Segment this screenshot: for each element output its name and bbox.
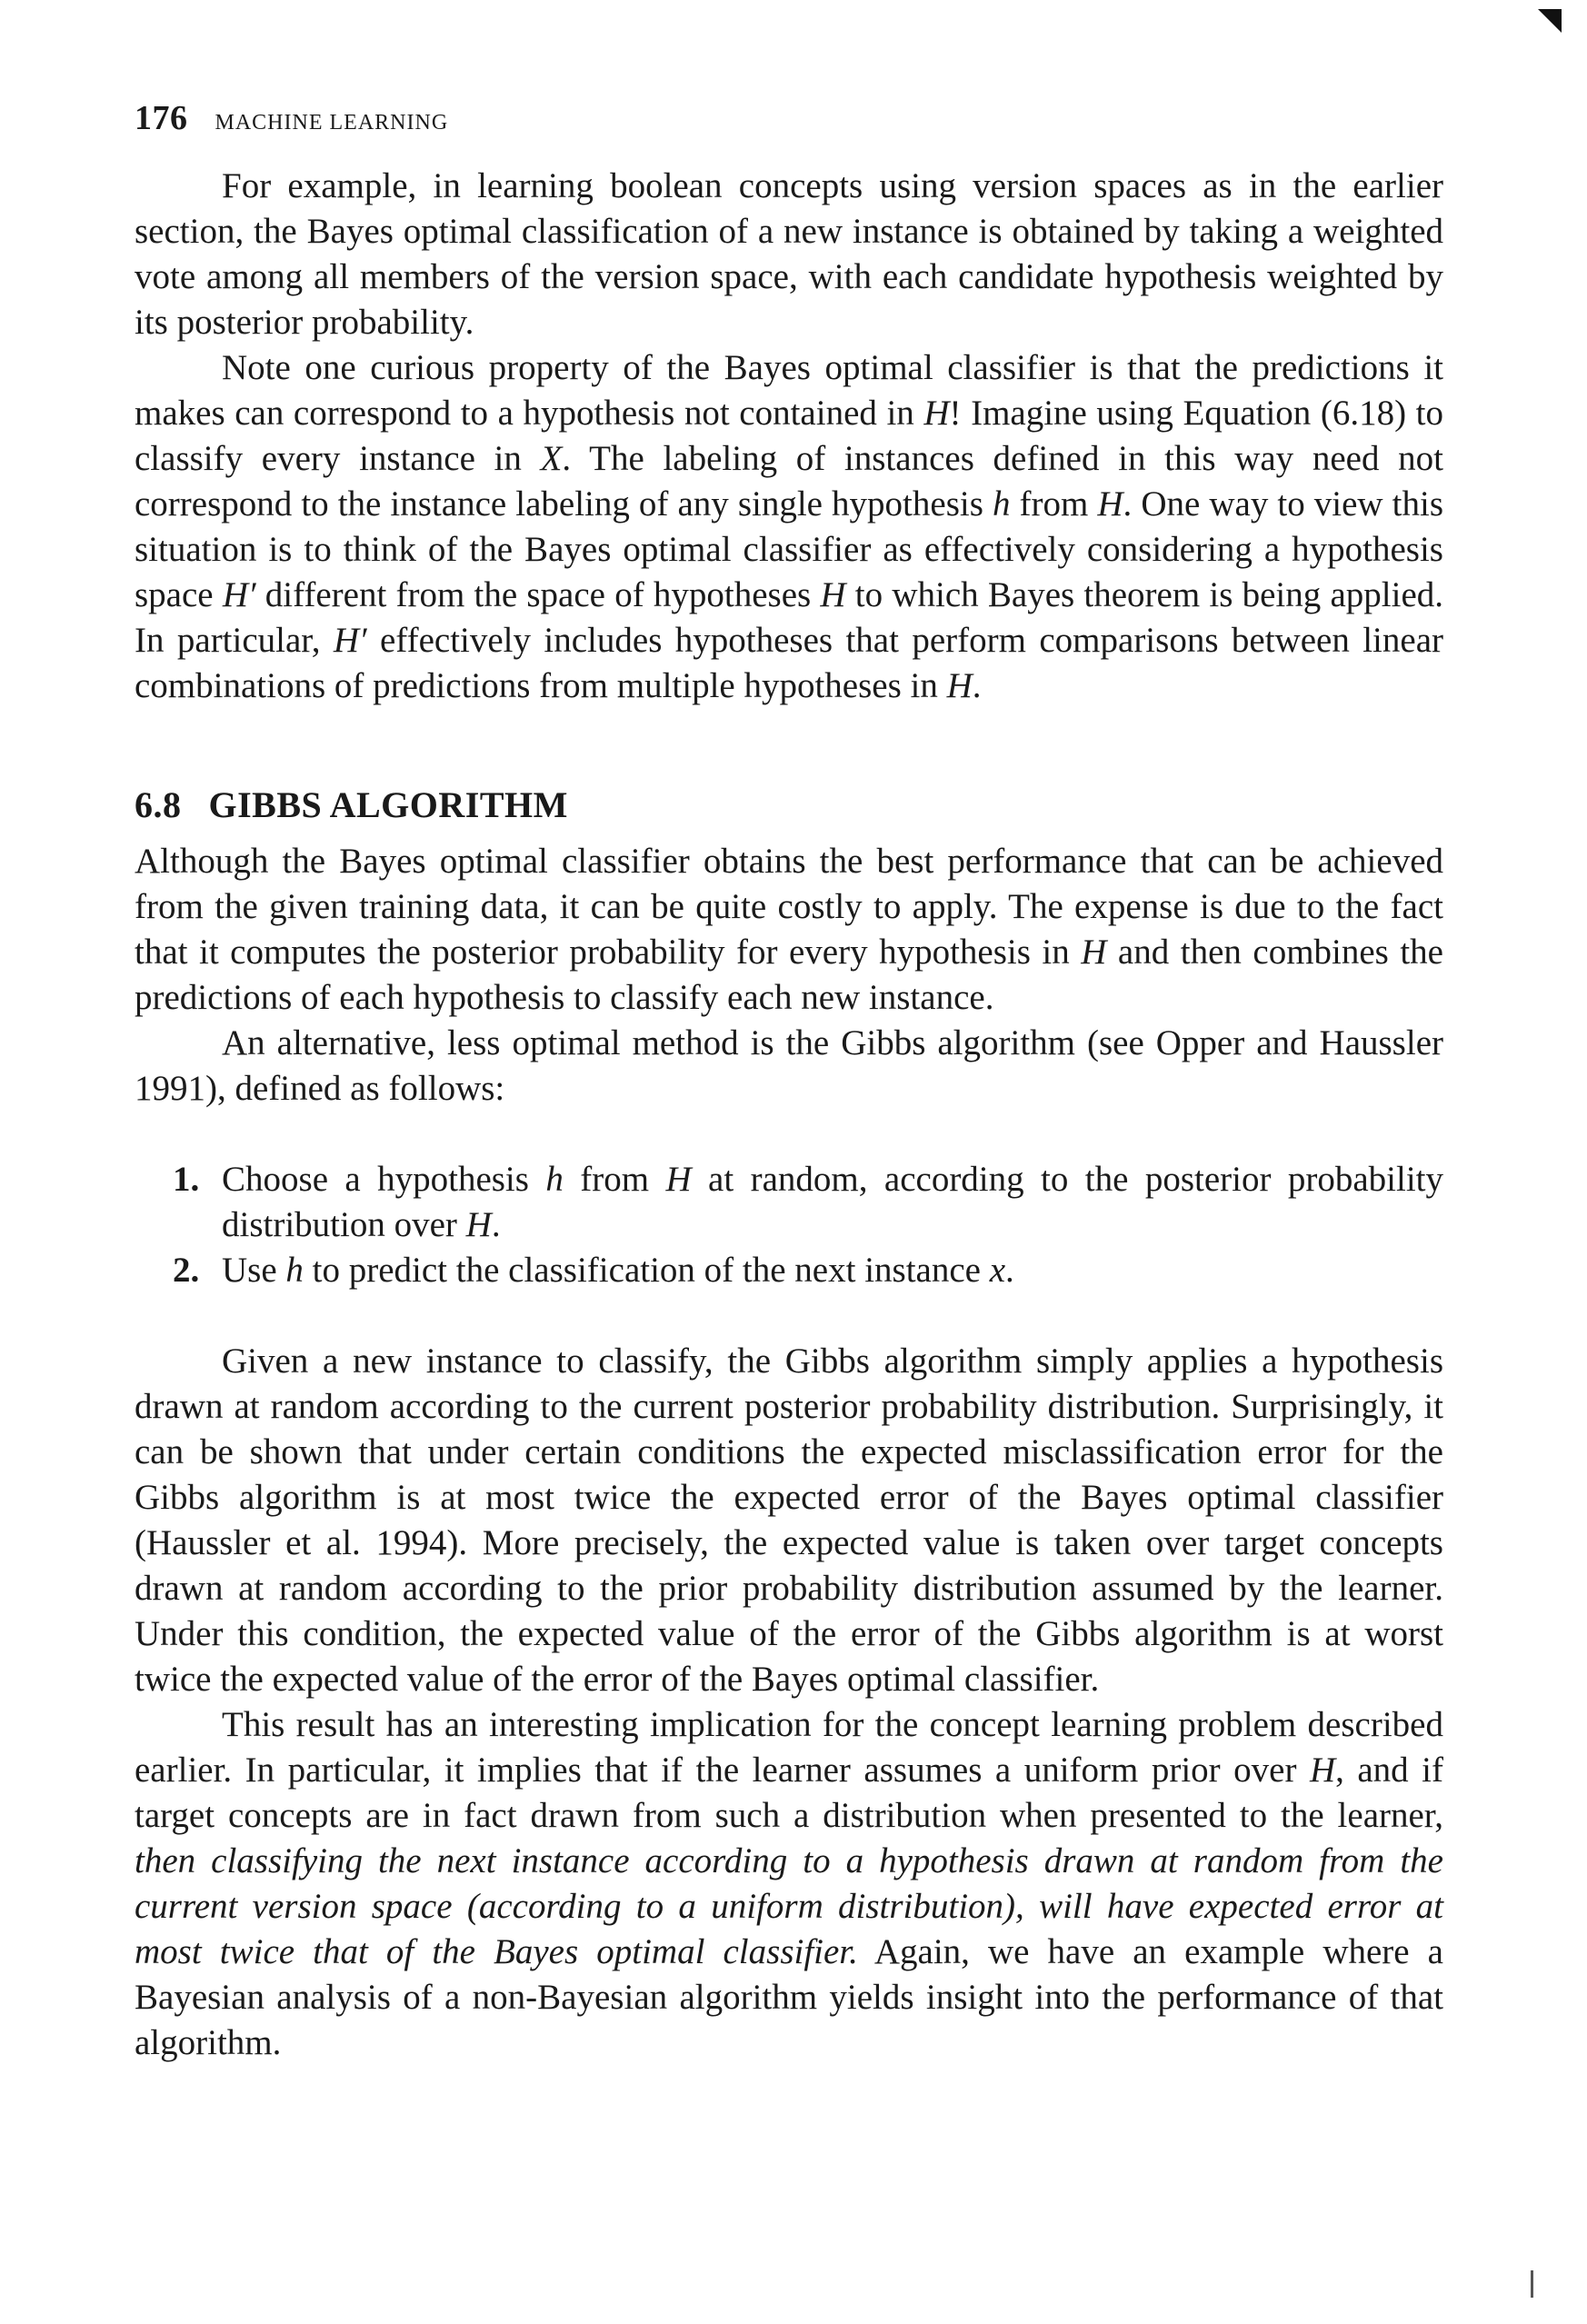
paragraph-version-space-example: For example, in learning boolean concepts using version spaces as in the earlier section, the Bayes optimal classification of a new instance is obtained by taking a weighted vote among all members of the version space, with each candidate hypothesis weighted by its posterior probability. (135, 166, 1443, 342)
page-number: 176 (135, 99, 188, 137)
paragraph-implication: This result has an interesting implication for the concept learning problem described earlier. In particular, it implies that if the learner assumes a uniform prior over H, and if target concepts are in fact drawn from such a distribution when presented to the learner, then classifying the next instance according to a hypothesis drawn at random from the current version space (according to a uniform distribution), will have expected error at most twice that of the Bayes optimal classifier. Again, we have an example where a Bayesian analysis of a non-Bayesian algorithm yields insight into the performance of that algorithm. (135, 1705, 1443, 2062)
list-item (135, 1248, 1443, 1293)
step-text: Use h to predict the classification of the next instance x. (222, 1251, 1014, 1290)
running-title: MACHINE LEARNING (215, 111, 449, 135)
paragraph-gibbs-intro: An alternative, less optimal method is the Gibbs algorithm (see Opper and Haussler 1991), defined as follows: (135, 1023, 1443, 1108)
list-item (135, 1157, 1443, 1248)
section-heading (135, 783, 1443, 826)
section-title: GIBBS ALGORITHM (208, 784, 568, 825)
paragraph-bayes-cost: Although the Bayes optimal classifier obtains the best performance that can be achieved from the given training data, it can be quite costly to apply. The expense is due to the fact that it computes the posterior probability for every hypothesis in H and then combines the predictions of each hypothesis to classify each new instance. (135, 842, 1443, 1017)
step-number: 1. (173, 1160, 200, 1199)
running-head (135, 98, 1443, 138)
step-number: 2. (173, 1251, 200, 1290)
page-corner-mark (1538, 9, 1562, 33)
paragraph-gibbs-error: Given a new instance to classify, the Gibbs algorithm simply applies a hypothesis drawn at random according to the current posterior probability distribution. Surprisingly, it can be shown that under certain conditions the expected misclassification error for the Gibbs algorithm is at most twice the expected error of the Bayes optimal classifier (Haussler et al. 1994). More precisely, the expected value is taken over target concepts drawn at random according to the prior probability distribution assumed by the learner. Under this condition, the expected value of the error of the Gibbs algorithm is at worst twice the expected value of the error of the Bayes optimal classifier. (135, 1342, 1443, 1699)
step-text: Choose a hypothesis h from H at random, according to the posterior probability distribution over H. (222, 1160, 1443, 1244)
paragraph-curious-property: Note one curious property of the Bayes optimal classifier is that the predictions it makes can correspond to a hypothesis not contained in H! Imagine using Equation (6.18) to classify every instance in X. The labeling of instances defined in this way need not correspond to the instance labeling of any single hypothesis h from H. One way to view this situation is to think of the Bayes optimal classifier as effectively considering a hypothesis space H′ different from the space of hypotheses H to which Bayes theorem is being applied. In particular, H′ effectively includes hypotheses that perform comparisons between linear combinations of predictions from multiple hypotheses in H. (135, 348, 1443, 705)
section-number: 6.8 (135, 784, 182, 825)
margin-mark (1531, 2270, 1533, 2298)
book-page (135, 98, 1443, 2066)
gibbs-steps-list (135, 1157, 1443, 1293)
